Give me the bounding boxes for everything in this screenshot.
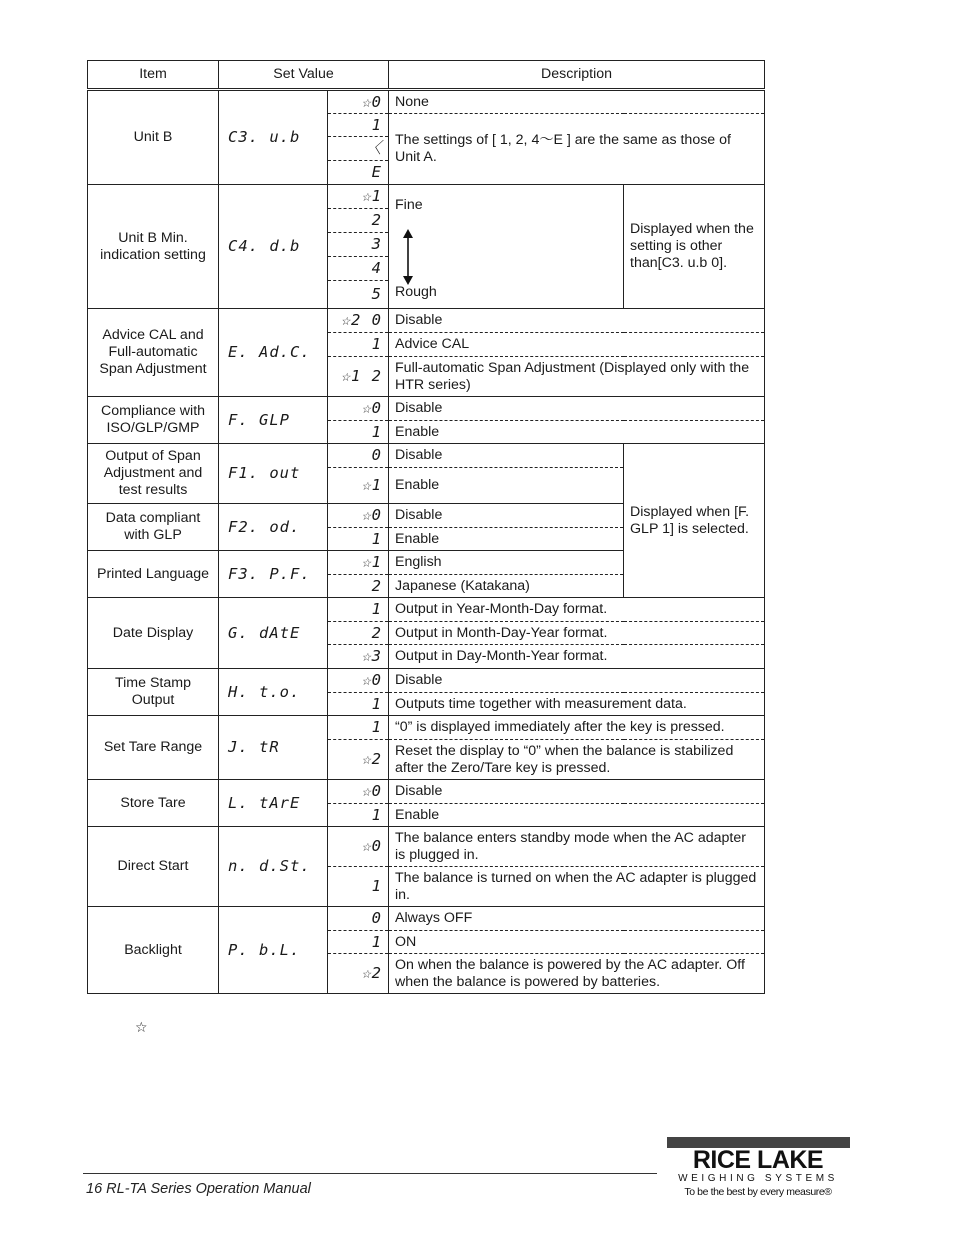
description-cell: Disable — [389, 504, 624, 528]
description-cell: The balance is turned on when the AC adapter is plugged in. — [389, 867, 765, 907]
description-cell: Output in Year-Month-Day format. — [389, 598, 765, 622]
description-cell: The balance enters standby mode when the AC adapter is plugged in. — [389, 827, 765, 867]
option-value: ☆1 — [328, 551, 389, 575]
description-cell: Japanese (Katakana) — [389, 575, 624, 598]
option-value: 1 — [328, 693, 389, 716]
description-cell: Outputs time together with measurement data. — [389, 693, 765, 716]
option-value: ☆0 — [328, 90, 389, 114]
fine-rough-cell — [389, 185, 624, 309]
table-row — [88, 827, 765, 867]
set-value-advice-cal: E. Ad.C. — [219, 309, 328, 397]
option-value: 0 — [328, 907, 389, 931]
table-row — [88, 716, 765, 740]
option-value: E — [328, 161, 389, 185]
description-cell: On when the balance is powered by the AC adapter. Off when the balance is powered by batteries. — [389, 954, 765, 994]
option-value: ☆0 — [328, 780, 389, 804]
description-cell: “0” is displayed immediately after the key is pressed. — [389, 716, 765, 740]
item-unit-b: Unit B — [88, 90, 219, 185]
description-cell: English — [389, 551, 624, 575]
item-store-tare: Store Tare — [88, 780, 219, 827]
item-date-display: Date Display — [88, 598, 219, 669]
rough-label: Rough — [395, 283, 437, 300]
table-row — [88, 907, 765, 931]
option-value: 1 — [328, 421, 389, 444]
option-value: 1 — [328, 716, 389, 740]
option-value: ☆2 0 — [328, 309, 389, 333]
set-value-store-tare: L. tArE — [219, 780, 328, 827]
description-cell: Full-automatic Span Adjustment (Displayed only with the HTR series) — [389, 357, 765, 397]
set-value-time-stamp: H. t.o. — [219, 669, 328, 716]
table-row — [88, 444, 765, 468]
description-cell: Advice CAL — [389, 333, 765, 357]
description-cell: Enable — [389, 528, 624, 551]
description-cell: Output in Month-Day-Year format. — [389, 622, 765, 645]
set-value-data-glp: F2. od. — [219, 504, 328, 551]
option-value: ☆0 — [328, 827, 389, 867]
set-value-unit-b: C3. u.b — [219, 90, 328, 185]
option-value: 0 — [328, 444, 389, 468]
table-row — [88, 309, 765, 333]
set-value-compliance: F. GLP — [219, 397, 328, 444]
item-tare-range: Set Tare Range — [88, 716, 219, 780]
option-value: 4 — [328, 257, 389, 281]
fine-label: Fine — [395, 196, 423, 213]
item-data-glp: Data compliant with GLP — [88, 504, 219, 551]
description-cell: The settings of [ 1, 2, 4〜E ] are the same as those of Unit A. — [389, 114, 765, 185]
set-value-output-span: F1. out — [219, 444, 328, 504]
option-value: ☆1 — [328, 468, 389, 504]
set-value-unit-b-min: C4. d.b — [219, 185, 328, 309]
table-row — [88, 397, 765, 421]
description-cell: ON — [389, 931, 765, 954]
logo-tagline: To be the best by every measure® — [684, 1186, 832, 1198]
option-value: 1 — [328, 867, 389, 907]
header-description: Description — [389, 61, 765, 90]
set-value-backlight: P. b.L. — [219, 907, 328, 994]
option-value: 1 — [328, 598, 389, 622]
default-star-icon: ☆ — [135, 1020, 148, 1036]
set-value-date-display: G. dAtE — [219, 598, 328, 669]
item-compliance: Compliance with ISO/GLP/GMP — [88, 397, 219, 444]
item-unit-b-min: Unit B Min. indication setting — [88, 185, 219, 309]
set-value-printed-language: F3. P.F. — [219, 551, 328, 598]
option-value: ☆1 2 — [328, 357, 389, 397]
description-cell: Disable — [389, 669, 765, 693]
header-item: Item — [88, 61, 219, 90]
header-set-value: Set Value — [219, 61, 389, 90]
display-condition-note: Displayed when [F. GLP 1] is selected. — [624, 444, 765, 598]
table-row — [88, 669, 765, 693]
item-direct-start: Direct Start — [88, 827, 219, 907]
logo-subtitle: WEIGHING SYSTEMS — [678, 1173, 838, 1184]
option-value: 1 — [328, 931, 389, 954]
option-value: 2 — [328, 209, 389, 233]
option-value: 1 — [328, 333, 389, 357]
item-output-span: Output of Span Adjustment and test results — [88, 444, 219, 504]
logo-name: RICE LAKE — [692, 1146, 824, 1174]
item-advice-cal: Advice CAL and Full-automatic Span Adjustment — [88, 309, 219, 397]
option-value: 5 — [328, 281, 389, 309]
footer-page-label: 16 RL-TA Series Operation Manual — [86, 1181, 311, 1197]
option-value: 1 — [328, 114, 389, 137]
description-cell: Always OFF — [389, 907, 765, 931]
description-cell: Output in Day-Month-Year format. — [389, 645, 765, 669]
table-row — [88, 90, 765, 114]
option-value: 2 — [328, 575, 389, 598]
option-value: 3 — [328, 233, 389, 257]
description-cell: Disable — [389, 397, 765, 421]
description-cell: Disable — [389, 444, 624, 468]
table-row — [88, 598, 765, 622]
option-value: 2 — [328, 622, 389, 645]
description-cell: Reset the display to “0” when the balance is stabilized after the Zero/Tare key is pressed. — [389, 740, 765, 780]
option-value: ☆3 — [328, 645, 389, 669]
set-value-direct-start: n. d.St. — [219, 827, 328, 907]
item-time-stamp: Time Stamp Output — [88, 669, 219, 716]
table-header-row — [88, 61, 765, 90]
option-value: ☆0 — [328, 397, 389, 421]
description-cell: Enable — [389, 468, 624, 504]
double-arrow-icon — [402, 229, 414, 285]
option-value: ☆2 — [328, 954, 389, 994]
description-cell: Disable — [389, 309, 765, 333]
description-cell: Disable — [389, 780, 765, 804]
description-cell: Enable — [389, 804, 765, 827]
description-cell: None — [389, 90, 765, 114]
rice-lake-logo — [663, 1137, 853, 1201]
table-row — [88, 185, 765, 209]
description-cell: Enable — [389, 421, 765, 444]
option-value: 1 — [328, 528, 389, 551]
set-value-tare-range: J. tR — [219, 716, 328, 780]
table-row — [88, 780, 765, 804]
display-condition-note: Displayed when the setting is other than[C3. u.b 0]. — [624, 185, 765, 309]
item-printed-language: Printed Language — [88, 551, 219, 598]
option-value: ☆2 — [328, 740, 389, 780]
settings-table — [87, 60, 765, 994]
option-value: ☆1 — [328, 185, 389, 209]
option-value: 1 — [328, 804, 389, 827]
footer-divider — [83, 1173, 657, 1174]
option-value: ☆0 — [328, 504, 389, 528]
option-value: ☆0 — [328, 669, 389, 693]
item-backlight: Backlight — [88, 907, 219, 994]
option-value: 〈 — [328, 137, 389, 161]
